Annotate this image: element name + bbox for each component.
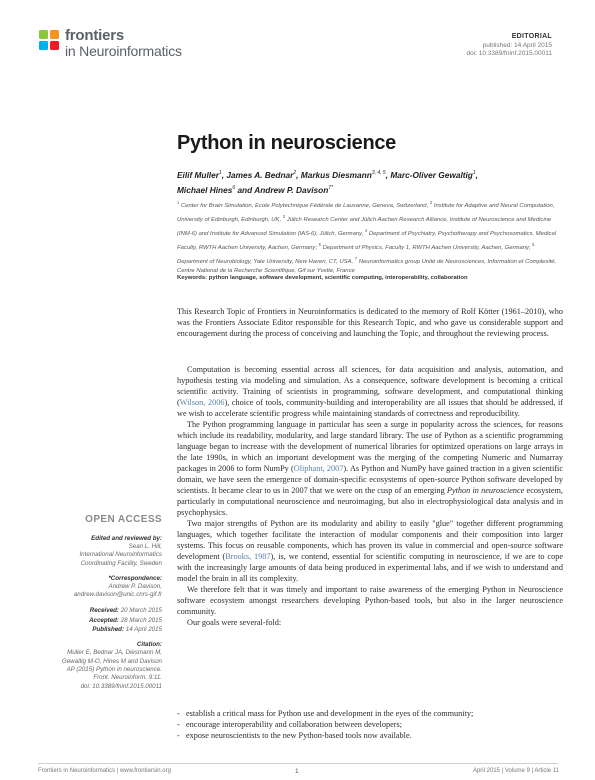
footer-journal[interactable]: Frontiers in Neuroinformatics | www.frontiersin.org [38,768,171,774]
affiliation: Department of Neurobiology, Yale University, New Haven, CT, USA, [177,258,354,265]
editor-line: International Neuroinformatics [79,551,162,559]
affiliations: $^1$ Center for Brain Simulation, Ecole Polytechnique Fédérale de Lausanne, Geneva, Switzerland, $^2$ Institute for Adaptive and Neural Computation, University of Edinburgh, Edinburgh, UK, $^3$ Jülich Research Center and Jülich Aachen Research Alliance, Institute of Neuroscience and Medicine (INM-6) and Institute for Advanced Simulation (IAS-6), Jülich, Germany, $^4$ Department of Psychiatry, Psychotherapy and Psychosomatics, Medical Faculty, RWTH Aachen University, Aachen, Germany; $^5$ Department of Physics, Faculty 1, RWTH Aachen University, Aachen, Germany; $^6$ Department of Neurobiology, Yale University, New Haven, CT, USA, $^7$ Neuroinformatics group Unité de Neurosciences, Information et Complexité, Centre National de la Recherche Scientifique, Gif sur Yvette, France [177,200,557,275]
paragraph: This Research Topic of Frontiers in Neuroinformatics is dedicated to the memory of Rolf Kötter (1961–2010), who was the Frontiers Associate Editor responsible for this Research Topic, and who gave us considerable support and encouragement during the process of conceiving and launching the Topic, and throughout the reviewing process. [177,307,563,338]
open-access-label: OPEN ACCESS [85,514,162,525]
page-number: 1 [295,768,299,775]
citation-line: Muller E, Bednar JA, Diesmann M, [67,649,162,657]
author-list: Eilif Muller$^1$, James A. Bednar$^2$, Markus Diesmann$^{3, 4, 5}$, Marc-Oliver Gewaltig$^1$, Michael Hines$^6$ and Andrew P. Davison$^{7*}$ [177,169,478,195]
author-name[interactable]: Michael Hines [177,184,233,195]
logo-square-orange [50,30,59,39]
affiliation: Center for Brain Simulation, Ecole Polytechnique Fédérale de Lausanne, Geneva, Switzerland, [180,202,429,209]
logo-text-frontiers: frontiers [65,27,125,44]
affiliation: Jülich Research Center and Jülich Aachen Research Alliance, Institute of Neuroscience and Medicine (INM-6) and Institute for Advanced Simulation (IAS-6), Jülich, Germany, [177,216,552,237]
article-body [177,364,563,628]
author-affil-sup: 2 [293,170,297,176]
logo-square-red [50,41,59,50]
editor-line: Sean L. Hill, [128,543,162,550]
author-name[interactable]: Marc-Oliver Gewaltig [390,169,473,180]
list-item: - expose neuroscientists to the new Python-based tools now available. [177,730,563,741]
footer-issue: April 2015 | Volume 9 | Article 11 [472,768,559,774]
author-name[interactable]: Andrew P. Davison [254,184,329,195]
author-name[interactable]: James A. Bednar [226,169,294,180]
citation-line: AP (2015) Python in neuroscience. [66,665,162,673]
article-sidebar [38,514,162,691]
list-item: - encourage interoperability and collaboration between developers; [177,719,563,730]
keywords [177,275,562,281]
paragraph: The Python programming language in particular has seen a surge in popularity across the sciences, for reasons which include its readability, modularity, and large standard library. The use of Python as a scientific programming language began to increase with the development of numerical libraries for optimized operations on large arrays in the late 1990s, in which an important development was the merging of the competing Numeric and Numarray packages in 2006 to form NumPy (Oliphant, 2007). As Python and NumPy have gained traction in a given scientific domain, we have seen the emergence of domain-specific ecosystems of open-source Python software developed by scientists. It became clear to us in 2007 that we were on the cusp of an emerging Python in neuroscience ecosystem, particularly in computational neuroscience and neuroimaging, but also in electrophysiological data analysis and in psychophysics. [177,420,563,517]
citation-link[interactable]: Oliphant, 2007 [293,464,344,473]
citation-line: Front. Neuroinform. 9:11. [93,674,162,682]
goals-list [177,708,563,741]
edited-by-label: Edited and reviewed by: [91,535,162,542]
editor-line: Coordinating Facility, Sweden [80,559,162,567]
dedication-paragraph [177,306,563,339]
author-affil-sup: 7* [328,184,334,191]
article-title: Python in neuroscience [177,132,397,154]
author-affil-sup: 1 [472,170,476,176]
article-type: EDITORIAL [511,33,552,40]
paragraph: We therefore felt that it was timely and important to raise awareness of the emerging Python in Neuroscience software ecosystem amongst researchers developing Python-based tools, but also in the larger neuroscience community. [177,585,563,616]
citation-label: Citation: [136,641,162,649]
article-meta-header [466,33,552,59]
footer-divider [38,763,558,764]
list-item: - establish a critical mass for Python use and development in the eyes of the community; [177,708,563,719]
accepted-date: Accepted: 28 March 2015 [89,616,162,624]
author-affil-sup: 1 [218,170,222,176]
author-name[interactable]: Eilif Muller [177,169,219,180]
keywords-label: Keywords: [177,275,208,281]
affiliation: Institute for Adaptive and Neural Computation, University of Edinburgh, Edinburgh, UK, [177,202,555,223]
correspondence-name: Andrew P. Davison, [108,582,162,590]
author-affil-sup: 3, 4, 5 [371,170,386,176]
paragraph: Our goals were several-fold: [187,618,282,627]
affiliation: Neuroinformatics group Unité de Neurosciences, Information et Complexité, Centre National de la Recherche Scientifique, Gif sur Yvette, France [177,258,557,275]
keywords-text: python language, software development, scientific computing, interoperability, collaboration [208,275,468,281]
affiliation: Department of Physics, Faculty 1, RWTH Aachen University, Aachen, Germany; [322,244,531,251]
author-affil-sup: 6 [232,184,236,191]
published-date-sidebar: Published: 14 April 2015 [92,626,162,634]
doi-link[interactable]: doi: 10.3389/fninf.2015.00011 [466,50,552,58]
citation-line: Gewaltig M-O, Hines M and Davison [61,657,162,665]
citation-link[interactable]: Wilson, 2006 [179,398,225,407]
citation-doi[interactable]: doi: 10.3389/fninf.2015.00011 [80,682,162,690]
journal-logo[interactable] [38,27,188,61]
logo-square-blue [39,41,48,50]
citation-link[interactable]: Brooks, 1987 [225,552,271,561]
paragraph: Computation is becoming essential across all sciences, for data acquisition and analysis, automation, and hypothesis testing via modeling and simulation. As a consequence, software development is becoming a critical scientific activity. Training of scientists in programming, software development, and computational thinking (Wilson, 2006), choice of tools, community-building and interoperability are all issues that should be addressed, if we wish to accelerate scientific progress while maintaining standards of correctness and reproducibility. [177,365,563,418]
affiliation: Department of Psychiatry, Psychotherapy and Psychosomatics, Medical Faculty, RWTH Aachen University, Aachen, Germany; [177,230,557,251]
author-name[interactable]: Markus Diesmann [300,169,372,180]
frontiers-logo-icon [38,29,60,51]
correspondence-email[interactable]: andrew.davison@unic.cnrs-gif.fr [73,591,162,599]
correspondence-label: *Correspondence: [108,574,162,582]
published-date: published: 14 April 2015 [482,41,552,49]
logo-text-journal: in Neuroinformatics [65,43,182,59]
logo-square-green [39,30,48,39]
paragraph: Two major strengths of Python are its modularity and ability to easily "glue" together different programming languages, which together facilitate the interaction of modular components and their composition into larger systems. This focus on reusable components, which has proven its value in commercial and open-source software development (Brooks, 1987), is, we contend, essential for scientific computing in neuroscience, if we are to cope with the increasingly large amounts of data being produced in experimental labs, and if we wish to understand and model the brain in all its complexity. [177,519,563,583]
received-date: Received: 20 March 2015 [89,607,162,615]
